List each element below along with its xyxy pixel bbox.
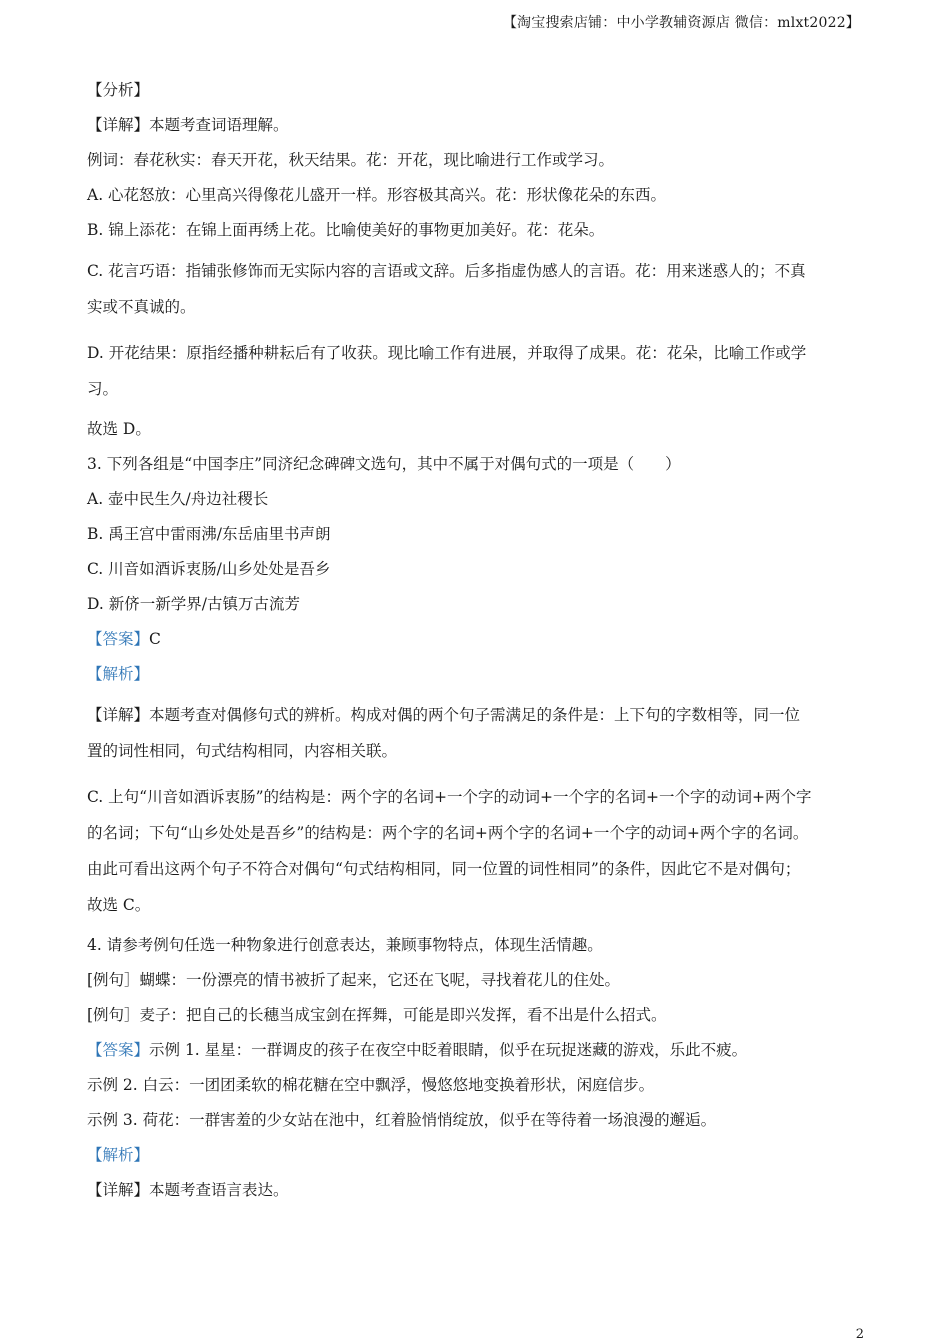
q2-option-c-line2: 实或不真诚的。 [87,298,196,316]
q3-option-c-analysis [87,779,877,923]
answer-label: 【答案】 [87,1041,150,1059]
q3-question: 3. 下列各组是“中国李庄”同济纪念碑碑文选句，其中不属于对偶句式的一项是（ ） [87,455,681,473]
q4-explain-label: 【解析】 [87,1146,150,1164]
q3-option-d: D. 新侪一新学界/古镇万古流芳 [87,595,300,613]
q3-detail-line1 [87,697,877,733]
answer-text: 示例 1. 星星：一群调皮的孩子在夜空中眨着眼睛，似乎在玩捉迷藏的游戏，乐此不疲。 [149,1041,748,1059]
page-header: 【淘宝搜索店铺：中小学教辅资源店 微信：mlxt2022】 [502,15,860,31]
q3-detail-line2: 置的词性相同，句式结构相同，内容相关联。 [87,742,398,760]
document-body [87,78,877,1213]
q2-example: 例词：春花秋实：春天开花，秋天结果。花：开花，现比喻进行工作或学习。 [87,151,615,169]
q3-answer [87,627,877,652]
detail-text: 本题考查词语理解。 [149,116,289,134]
q3-option-a: A. 壶中民生久/舟边社稷长 [87,490,269,508]
q2-option-a: A. 心花怒放：心里高兴得像花儿盛开一样。形容极其高兴。花：形状像花朵的东西。 [87,186,667,204]
q4-example-2: [例句］麦子：把自己的长穗当成宝剑在挥舞，可能是即兴发挥，看不出是什么招式。 [87,1006,667,1024]
q2-option-b: B. 锦上添花：在锦上面再绣上花。比喻使美好的事物更加美好。花：花朵。 [87,221,605,239]
q2-conclusion: 故选 D。 [87,420,151,438]
q3-c-line4: 故选 C。 [87,896,151,914]
page-number: 2 [855,1327,864,1342]
q2-option-d [87,335,877,407]
q4-answer-3: 示例 3. 荷花：一群害羞的少女站在池中，红着脸悄悄绽放，似乎在等待着一场浪漫的邂逅。 [87,1111,717,1129]
q3-c-line3: 由此可看出这两个句子不符合对偶句“句式结构相同，同一位置的词性相同”的条件，因此它不是对偶句； [87,860,801,878]
analysis-label: 【分析】 [87,81,150,99]
detail-label: 【详解】 [87,1181,150,1199]
q4-answer-1 [87,1038,877,1063]
q2-option-c [87,253,877,325]
detail-text: 本题考查对偶修句式的辨析。构成对偶的两个句子需满足的条件是：上下句的字数相等，同一位 [149,706,801,724]
q3-detail [87,697,877,769]
detail-text: 本题考查语言表达。 [149,1181,289,1199]
q3-c-line2: 的名词；下句“山乡处处是吾乡”的结构是：两个字的名词+两个字的名词+一个字的动词+两个字的名词。 [87,824,809,842]
q2-option-d-line2: 习。 [87,380,119,398]
q4-answer-2: 示例 2. 白云：一团团柔软的棉花糖在空中飘浮，慢悠悠地变换着形状，闲庭信步。 [87,1076,655,1094]
q2-detail [87,113,877,138]
q3-option-b: B. 禹王宫中雷雨沸/东岳庙里书声朗 [87,525,331,543]
answer-label: 【答案】 [87,630,150,648]
detail-label: 【详解】 [87,706,150,724]
q2-option-d-line1: D. 开花结果：原指经播种耕耘后有了收获。现比喻工作有进展，并取得了成果。花：花朵，比喻工作或学 [87,344,807,362]
q3-c-line1: C. 上句“川音如酒诉衷肠”的结构是：两个字的名词+一个字的动词+一个字的名词+一个字的动词+两个字 [87,788,812,806]
q4-question: 4. 请参考例句任选一种物象进行创意表达，兼顾事物特点，体现生活情趣。 [87,936,603,954]
q4-detail [87,1178,877,1203]
answer-value: C [149,630,161,648]
q3-option-c: C. 川音如酒诉衷肠/山乡处处是吾乡 [87,560,331,578]
q2-option-c-line1: C. 花言巧语：指铺张修饰而无实际内容的言语或文辞。后多指虚伪感人的言语。花：用来迷惑人的；不真 [87,262,806,280]
q3-explain-label: 【解析】 [87,665,150,683]
detail-label: 【详解】 [87,116,150,134]
q4-example-1: [例句］蝴蝶：一份漂亮的情书被折了起来，它还在飞呢，寻找着花儿的住处。 [87,971,621,989]
